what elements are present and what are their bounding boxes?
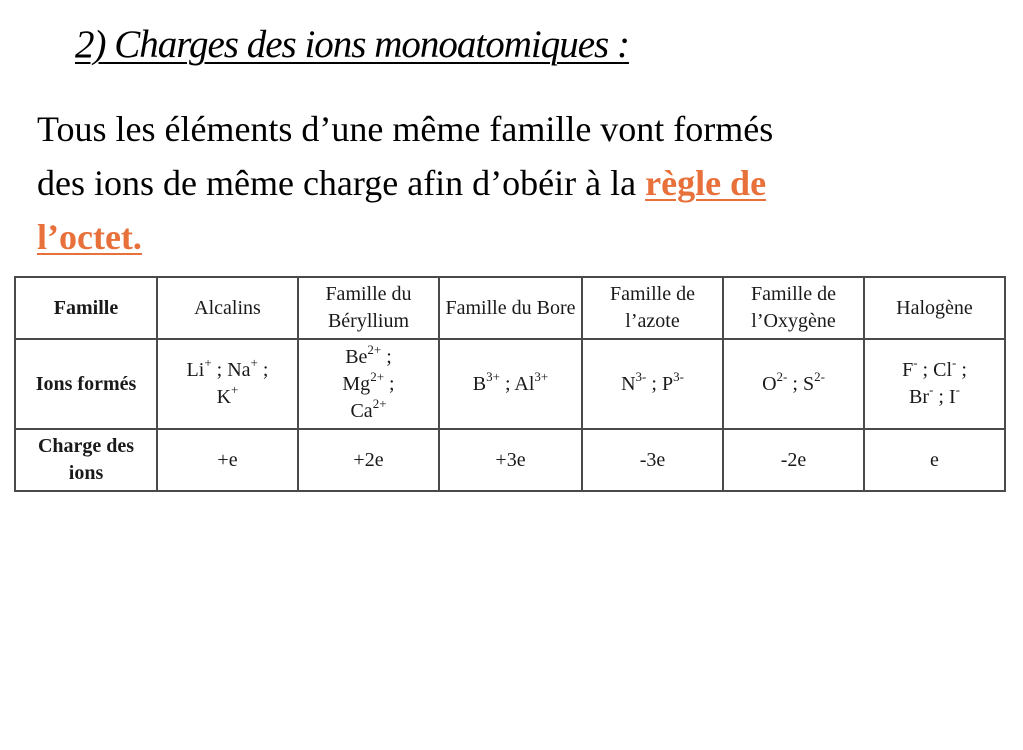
ion-symbol: Al bbox=[514, 372, 535, 395]
family-name-cell: Famille de l’Oxygène bbox=[723, 277, 864, 339]
row-label-charge: Charge des ions bbox=[15, 429, 157, 491]
ion-charge-sup: 3+ bbox=[486, 368, 500, 384]
charge-cell: e bbox=[864, 429, 1005, 491]
family-name-cell: Halogène bbox=[864, 277, 1005, 339]
family-header-row bbox=[15, 277, 1005, 339]
intro-paragraph bbox=[37, 102, 997, 264]
ion-symbol: Be bbox=[345, 345, 368, 368]
ions-cell: $N^{3-}$ ; $P^{3-}$ bbox=[582, 339, 723, 429]
ion-charges-table bbox=[14, 276, 1006, 492]
family-name-cell: Famille du Béryllium bbox=[298, 277, 439, 339]
ion-symbol: Ca bbox=[350, 399, 373, 422]
ion-charge-sup: - bbox=[955, 382, 960, 397]
ion-symbol: Cl bbox=[933, 359, 953, 381]
ion-charge-sup: 2+ bbox=[372, 395, 387, 411]
family-name-cell: Famille de l’azote bbox=[582, 277, 723, 339]
ion-charge-sup: 2- bbox=[776, 368, 788, 384]
ion-symbol: S bbox=[802, 372, 815, 395]
ion-symbol: P bbox=[661, 372, 674, 395]
ion-charge-sup: 3- bbox=[673, 368, 684, 384]
ion-symbol: K bbox=[216, 386, 232, 408]
charge-cell: -3e bbox=[582, 429, 723, 491]
ion-charge-sup: 2- bbox=[814, 368, 825, 384]
ion-symbol: Na bbox=[227, 359, 251, 381]
ion-charge-sup: + bbox=[204, 355, 212, 370]
ion-symbol: I bbox=[948, 386, 956, 408]
ion-charge-sup: 3- bbox=[635, 368, 647, 384]
ions-cell: $O^{2-}$ ; $S^{2-}$ bbox=[723, 339, 864, 429]
ion-symbol: O bbox=[762, 372, 777, 395]
ions-cell: Li+ ; Na+ ; K+ bbox=[157, 339, 298, 429]
ion-charge-sup: + bbox=[231, 382, 239, 397]
family-name-cell: Famille du Bore bbox=[439, 277, 582, 339]
octet-rule-link[interactable]: règle de bbox=[645, 163, 767, 203]
ion-charge-sup: 2+ bbox=[370, 368, 385, 384]
ions-cell: F- ; Cl- ; Br- ; I- bbox=[864, 339, 1005, 429]
ion-symbol: N bbox=[621, 372, 636, 395]
ion-symbol: B bbox=[472, 372, 487, 395]
row-label-famille: Famille bbox=[15, 277, 157, 339]
charge-cell: -2e bbox=[723, 429, 864, 491]
charge-cell: +3e bbox=[439, 429, 582, 491]
charge-cell: +e bbox=[157, 429, 298, 491]
ion-charge-sup: - bbox=[952, 355, 957, 370]
ion-symbol: Br bbox=[909, 386, 930, 408]
ions-cell: $Be^{2+}$ ; $Mg^{2+}$ ; $Ca^{2+}$ bbox=[298, 339, 439, 429]
intro-line-2 bbox=[37, 156, 997, 210]
ion-symbol: Mg bbox=[342, 372, 371, 395]
charge-row bbox=[15, 429, 1005, 491]
octet-rule-link-continued[interactable]: l’octet. bbox=[37, 217, 142, 257]
family-name-cell: Alcalins bbox=[157, 277, 298, 339]
intro-line-2-text: des ions de même charge afin d’obéir à la bbox=[37, 163, 646, 203]
ions-cell: $B^{3+}$ ; $Al^{3+}$ bbox=[439, 339, 582, 429]
ion-charge-sup: - bbox=[913, 355, 918, 370]
charge-cell: +2e bbox=[298, 429, 439, 491]
slide-title: 2) Charges des ions monoatomiques : bbox=[75, 23, 629, 66]
ion-symbol: Li bbox=[186, 359, 205, 381]
ion-charge-sup: + bbox=[250, 355, 258, 370]
ion-symbol: F bbox=[902, 359, 914, 381]
ion-charge-sup: 2+ bbox=[367, 341, 382, 357]
ion-charge-sup: - bbox=[929, 382, 934, 397]
row-label-ions-formes: Ions formés bbox=[15, 339, 157, 429]
intro-line-1: Tous les éléments d’une même famille vont formés bbox=[37, 109, 774, 149]
intro-line-3 bbox=[37, 210, 997, 264]
ion-charge-sup: 3+ bbox=[534, 368, 549, 384]
ions-row bbox=[15, 339, 1005, 429]
